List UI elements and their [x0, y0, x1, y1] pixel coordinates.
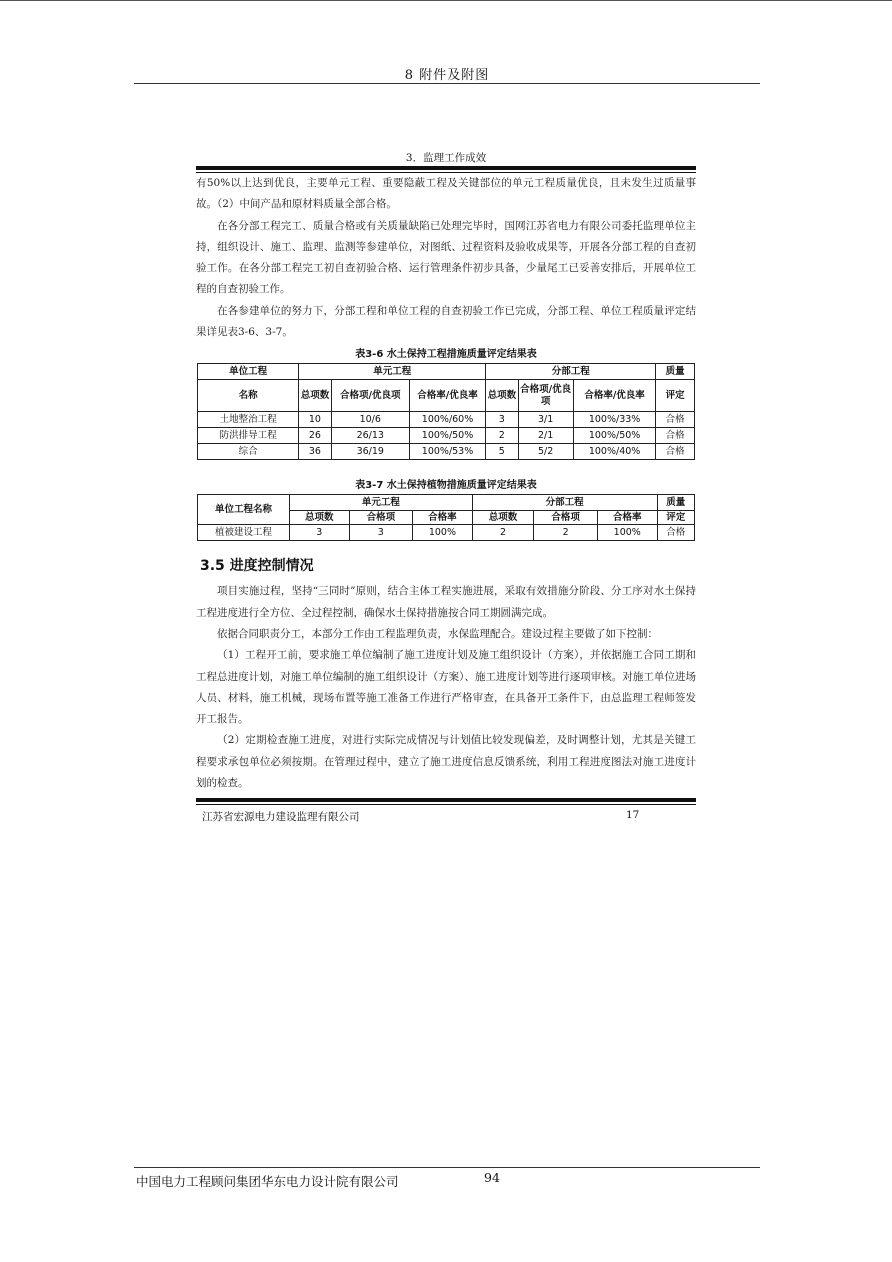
cell-elem-pass: 26/13 — [331, 428, 409, 444]
top-border-line — [0, 0, 892, 1]
cell-name: 综合 — [198, 444, 299, 460]
th-evaluation: 评定 — [657, 511, 694, 525]
table-3-6-caption: 表3-6 水土保持工程措施质量评定结果表 — [355, 349, 537, 361]
cell-elem-rate: 100%/50% — [409, 428, 485, 444]
cell-elem-rate: 100%/60% — [409, 412, 485, 428]
th-quality: 质量 — [657, 495, 694, 511]
cell-quality: 合格 — [656, 428, 695, 444]
cell-elem-total: 26 — [299, 428, 331, 444]
paragraph: 在各分部工程完工、质量合格或有关质量缺陷已处理完毕时，国网江苏省电力有限公司委托监理单位主持，组织设计、施工、监理、监测等参建单位，对图纸、过程资料及验收成果等，开展各分部工程的自查初验工作。在各分部工程完工初自查初验合格、运行管理条件初步具备，少量尾工已妥善安排后，开展单位工程的自查初验工作。 — [196, 219, 696, 296]
inner-footer-company: 江苏省宏源电力建设监理有限公司 — [202, 811, 360, 824]
footer-company: 中国电力工程顾问集团华东电力设计院有限公司 — [136, 1174, 399, 1189]
th-total: 总项数 — [289, 511, 349, 525]
inner-section-title: 3．监理工作成效 — [405, 152, 487, 164]
th-quality: 质量 — [656, 364, 695, 380]
th-pass-good-2: 合格项/优良项 — [518, 380, 573, 412]
th-rate-2: 合格率 — [597, 511, 657, 525]
th-total-2: 总项数 — [472, 511, 534, 525]
cell-sub-total: 5 — [486, 444, 518, 460]
cell-sub-total: 2 — [472, 525, 534, 541]
th-pass-good: 合格项/优良项 — [331, 380, 409, 412]
paragraph: 项目实施过程，坚持“三同时”原则，结合主体工程实施进展，采取有效措施分阶段、分工序对水土保持工程进度进行全方位、全过程控制，确保水土保持措施按合同工期圆满完成。 — [196, 585, 696, 619]
embedded-report-page — [196, 150, 696, 829]
th-rate-2: 合格率/优良率 — [573, 380, 655, 412]
cell-sub-rate: 100%/40% — [573, 444, 655, 460]
th-element: 单元工程 — [299, 364, 486, 380]
table-row — [198, 412, 695, 428]
cell-sub-rate: 100%/33% — [573, 412, 655, 428]
table-3-6 — [197, 363, 695, 460]
inner-page-number: 17 — [626, 809, 640, 822]
cell-sub-total: 3 — [486, 412, 518, 428]
paragraph: 在各参建单位的努力下，分部工程和单位工程的自查初验工作已完成，分部工程、单位工程质量评定结果详见表3-6、3-7。 — [196, 304, 696, 339]
cell-elem-pass: 10/6 — [331, 412, 409, 428]
table-row — [198, 525, 695, 541]
inner-footer — [196, 809, 696, 829]
cell-sub-rate: 100%/50% — [573, 428, 655, 444]
cell-quality: 合格 — [657, 525, 694, 541]
cell-name: 植被建设工程 — [198, 525, 290, 541]
table-3-7 — [197, 494, 695, 541]
table-3-7-caption: 表3-7 水土保持植物措施质量评定结果表 — [355, 480, 537, 492]
header-rule — [134, 83, 760, 84]
cell-elem-rate: 100%/53% — [409, 444, 485, 460]
cell-name: 防洪排导工程 — [198, 428, 299, 444]
cell-name: 土地整治工程 — [198, 412, 299, 428]
cell-elem-total: 10 — [299, 412, 331, 428]
th-evaluation: 评定 — [656, 380, 695, 412]
th-subdivision: 分部工程 — [486, 364, 656, 380]
footer-page-number: 94 — [484, 1170, 500, 1185]
cell-sub-pass: 5/2 — [518, 444, 573, 460]
cell-elem-total: 3 — [289, 525, 349, 541]
inner-header-rule-thick — [196, 166, 696, 170]
th-rate: 合格率 — [413, 511, 473, 525]
th-pass: 合格项 — [349, 511, 413, 525]
cell-quality: 合格 — [656, 444, 695, 460]
cell-elem-total: 36 — [299, 444, 331, 460]
cell-sub-pass: 3/1 — [518, 412, 573, 428]
paragraph: 依据合同职责分工，本部分工作由工程监理负责，水保监理配合。建设过程主要做了如下控制： — [217, 627, 658, 640]
th-element: 单元工程 — [289, 495, 472, 511]
section-heading: 3.5 进度控制情况 — [200, 558, 314, 575]
th-name: 名称 — [198, 380, 299, 412]
paragraph: 有50%以上达到优良，主要单元工程、重要隐蔽工程及关键部位的单元工程质量优良，且未发生过质量事故。（2）中间产品和原材料质量全部合格。 — [196, 177, 696, 211]
cell-sub-pass: 2 — [534, 525, 598, 541]
inner-footer-rule-thick — [196, 798, 696, 802]
th-unit-name: 单位工程名称 — [198, 495, 290, 525]
cell-quality: 合格 — [656, 412, 695, 428]
cell-sub-rate: 100% — [597, 525, 657, 541]
cell-elem-pass: 3 — [349, 525, 413, 541]
inner-footer-rule-thin — [196, 804, 696, 805]
cell-elem-rate: 100% — [413, 525, 473, 541]
paragraph: （1）工程开工前，要求施工单位编制了施工进度计划及施工组织设计（方案），并依据施工合同工期和工程总进度计划，对施工单位编制的施工组织设计（方案）、施工进度计划等进行逐项审核。对施工单位进场人员、材料，施工机械，现场布置等施工准备工作进行严格审查，在具备开工条件下，由总监理工程师签发开工报告。 — [196, 649, 696, 726]
paragraph: （2）定期检查施工进度，对进行实际完成情况与计划值比较发现偏差，及时调整计划，尤其是关键工程要求承包单位必须按期。在管理过程中，建立了施工进度信息反馈系统，利用工程进度图法对施工进度计划的检查。 — [196, 734, 696, 790]
cell-sub-pass: 2/1 — [518, 428, 573, 444]
th-total-2: 总项数 — [486, 380, 518, 412]
cell-sub-total: 2 — [486, 428, 518, 444]
th-subdivision: 分部工程 — [472, 495, 657, 511]
th-pass-2: 合格项 — [534, 511, 598, 525]
th-total: 总项数 — [299, 380, 331, 412]
cell-elem-pass: 36/19 — [331, 444, 409, 460]
th-rate: 合格率/优良率 — [409, 380, 485, 412]
table-row — [198, 428, 695, 444]
table-row — [198, 444, 695, 460]
th-unit: 单位工程 — [198, 364, 299, 380]
footer-rule — [134, 1167, 760, 1168]
page-header-title: 8 附件及附图 — [404, 68, 490, 83]
